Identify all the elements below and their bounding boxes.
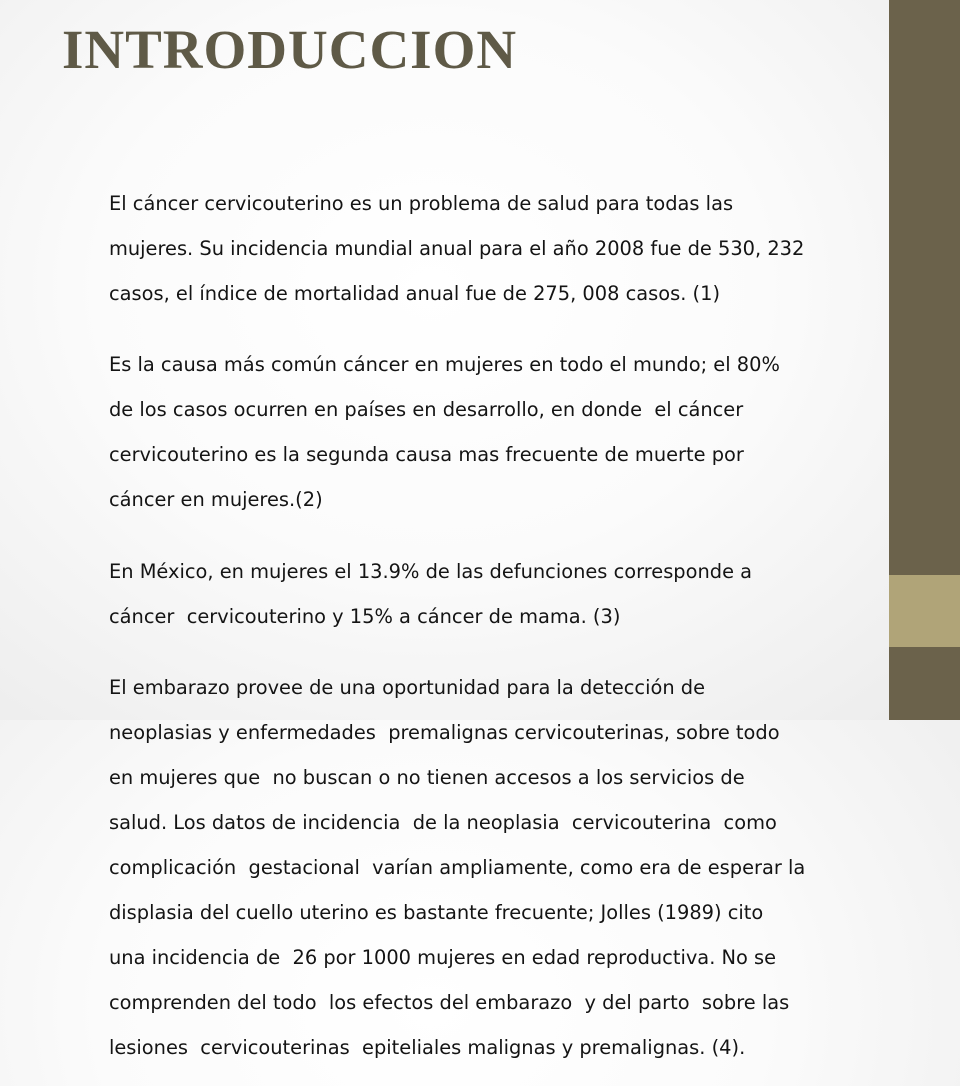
paragraph-line: El embarazo provee de una oportunidad para la detección de <box>108 676 706 699</box>
slide-title: INTRODUCCION <box>62 19 518 80</box>
paragraph-1 <box>72 170 872 328</box>
paragraph-4 <box>72 655 872 1083</box>
paragraph-line: una incidencia de 26 por 1000 mujeres en edad reproductiva. No se <box>108 946 777 969</box>
paragraph-line: displasia del cuello uterino es bastante frecuente; Jolles (1989) cito <box>108 901 764 924</box>
paragraph-line: Es la causa más común cáncer en mujeres en todo el mundo; el 80% <box>108 353 780 376</box>
paragraph-line: lesiones cervicouterinas epiteliales malignas y premalignas. (4). <box>108 1036 746 1059</box>
paragraph-line: En México, en mujeres el 13.9% de las defunciones corresponde a <box>108 559 753 583</box>
paragraph-line: comprenden del todo los efectos del embarazo y del parto sobre las <box>108 991 790 1014</box>
paragraph-line: de los casos ocurren en países en desarrollo, en donde el cáncer <box>108 398 744 421</box>
paragraph-line: cervicouterino es la segunda causa mas frecuente de muerte por <box>108 443 744 466</box>
paragraph-line: cáncer cervicouterino y 15% a cáncer de mama. (3) <box>108 604 621 628</box>
paragraph-line: neoplasias y enfermedades premalignas cervicouterinas, sobre todo <box>108 721 780 744</box>
paragraph-line: El cáncer cervicouterino es un problema de salud para todas las <box>108 191 734 215</box>
slide-body <box>72 170 872 1086</box>
paragraph-line: cáncer en mujeres.(2) <box>108 488 323 511</box>
paragraph-3 <box>72 538 872 651</box>
paragraph-2 <box>72 332 872 535</box>
paragraph-line: salud. Los datos de incidencia de la neoplasia cervicouterina como <box>108 811 777 834</box>
paragraph-line: mujeres. Su incidencia mundial anual para el año 2008 fue de 530, 232 <box>108 236 805 260</box>
paragraph-line: en mujeres que no buscan o no tienen accesos a los servicios de <box>108 766 745 789</box>
paragraph-line: casos, el índice de mortalidad anual fue de 275, 008 casos. (1) <box>108 281 721 305</box>
sidebar-accent-decoration <box>889 575 960 647</box>
paragraph-line: complicación gestacional varían ampliamente, como era de esperar la <box>108 856 806 879</box>
